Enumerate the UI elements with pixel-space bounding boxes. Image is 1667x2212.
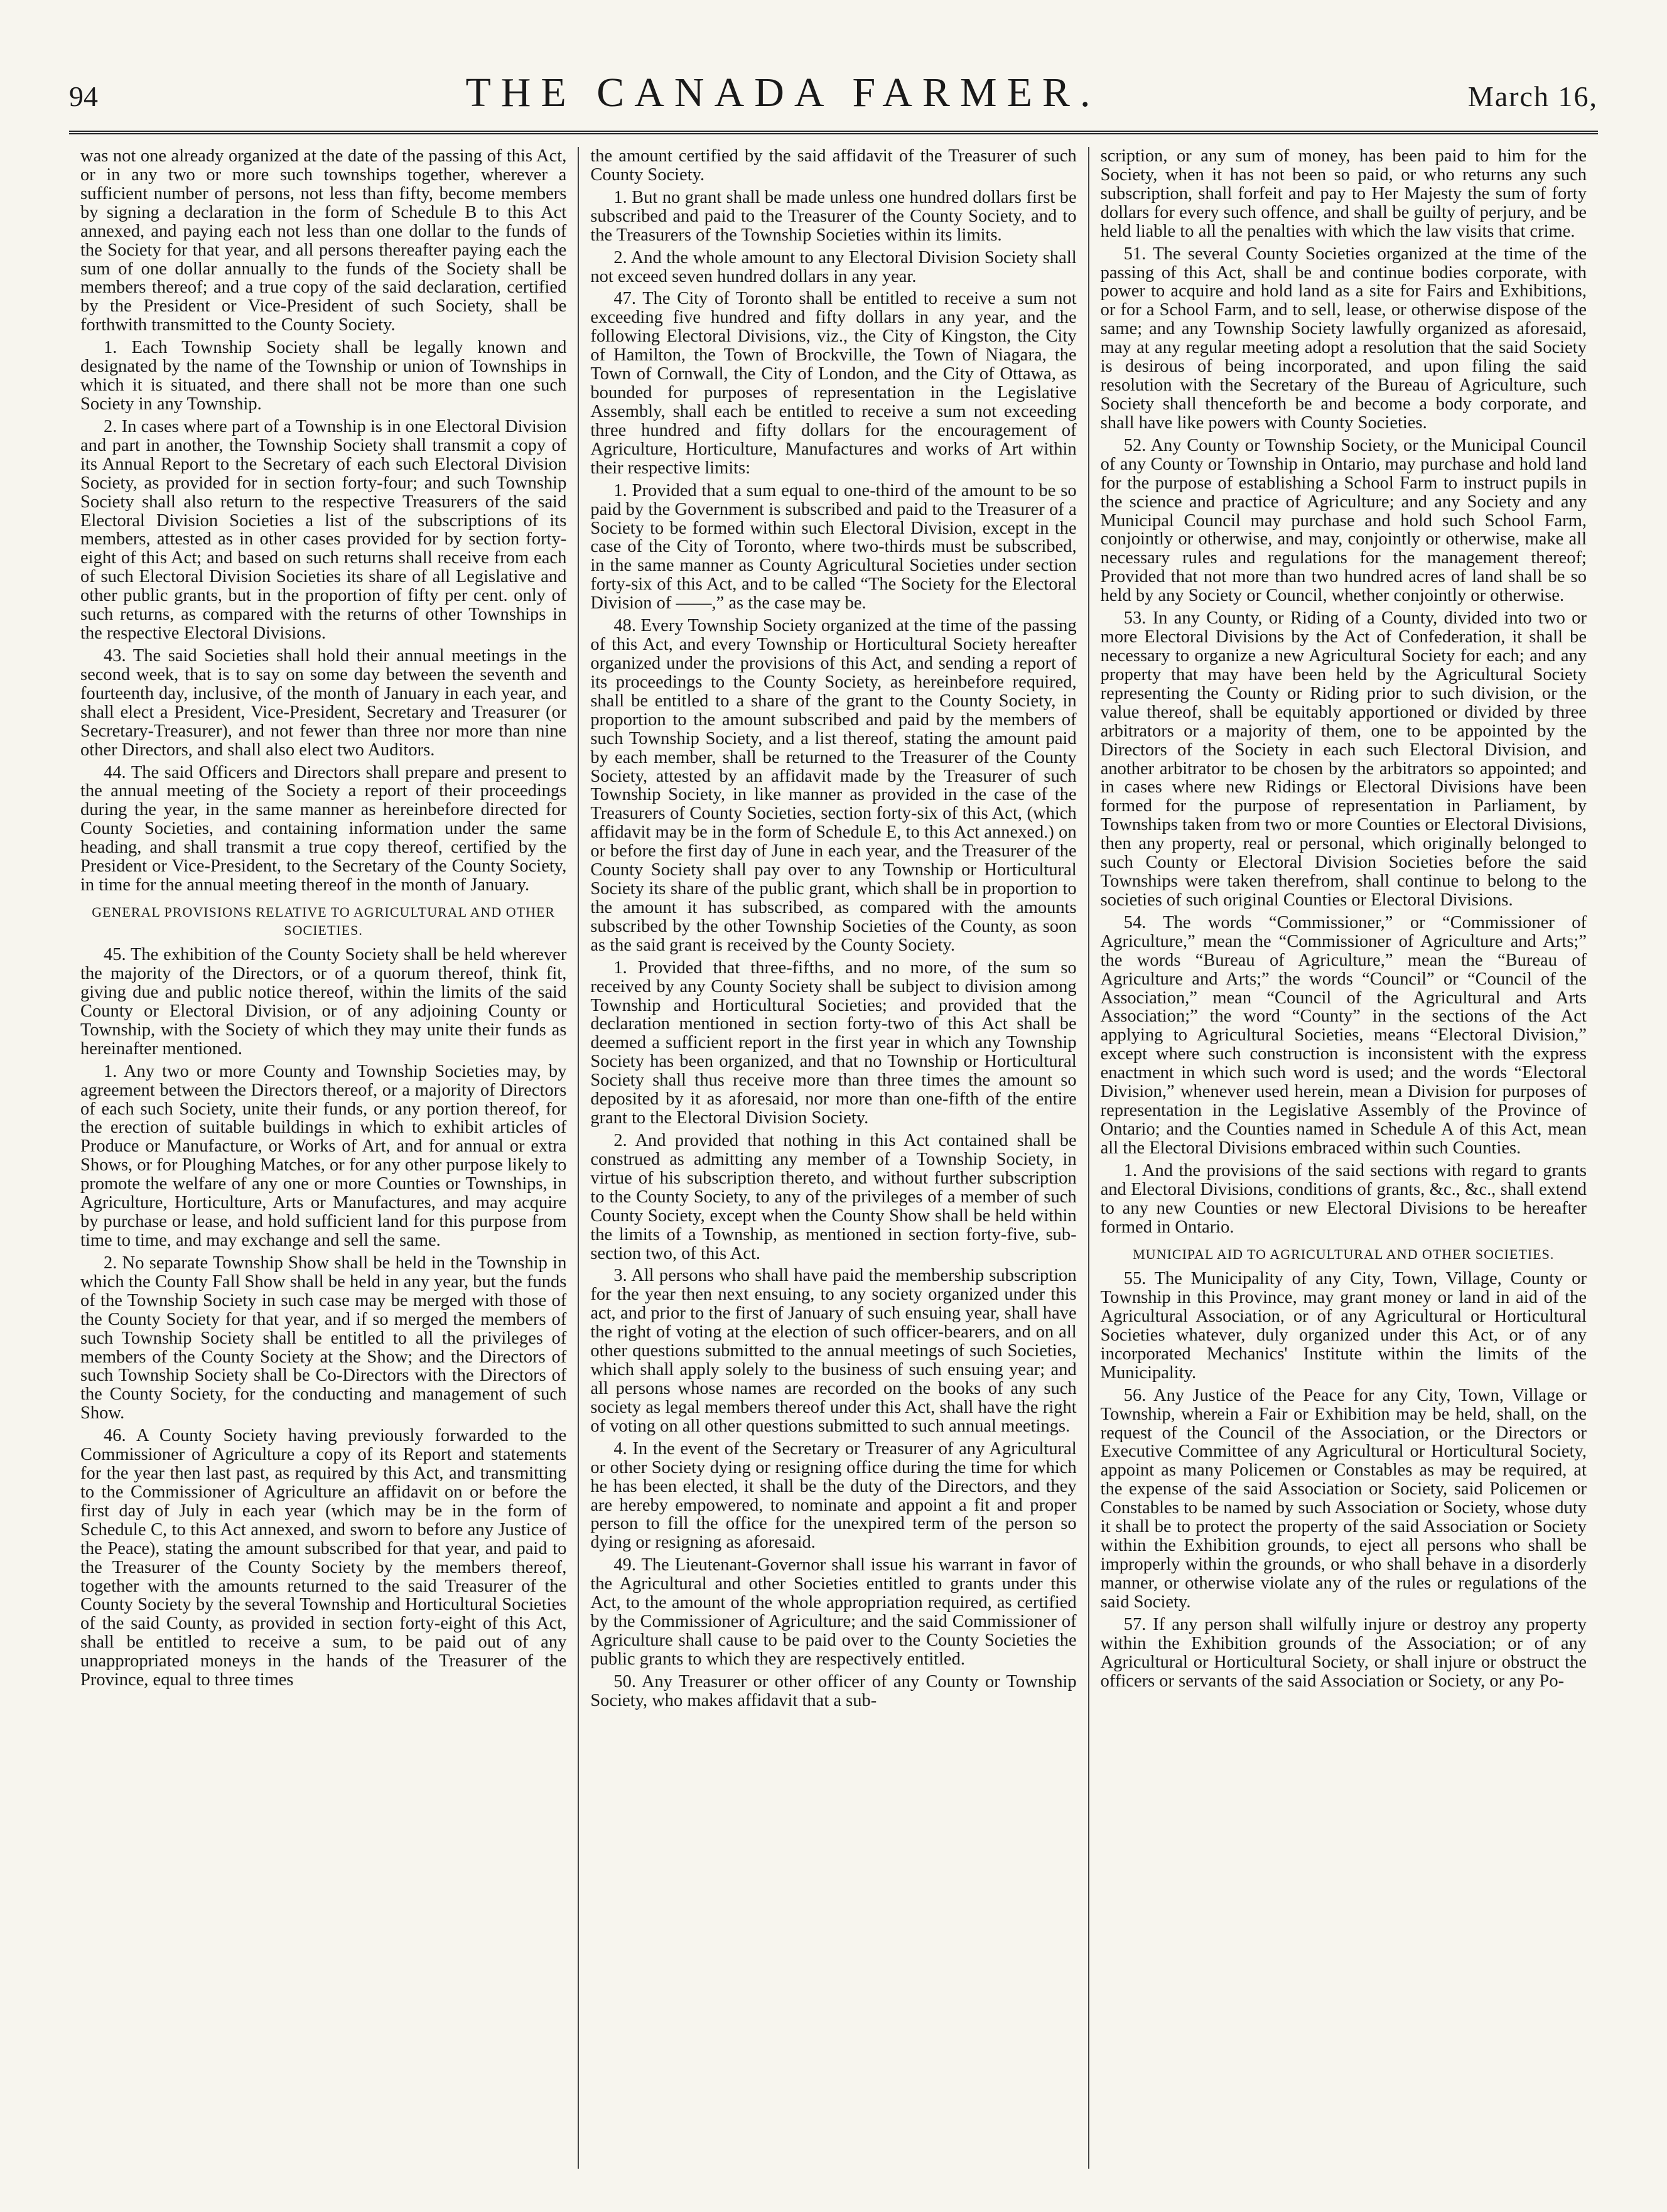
paragraph: 43. The said Societies shall hold their annual meetings in the second week, that is to say on some day between the seventh and fourteenth day, inclusive, of the month of January in each year, and shall elect a President, Vice-President, Secretary and Treasurer (or Secretary-Treasurer), and not fewer than three nor more than nine other Directors, and shall also elect two Auditors. [80, 645, 567, 760]
paragraph: 1. Provided that three-fifths, and no more, of the sum so received by any County Society shall be subject to division among Township and Horticultural Societies; and provided that the declaration mentioned in section forty-two of this Act shall be deemed a sufficient report in the first year in which any Township Society has been organized, and that no Township or Horticultural Society shall thus receive more than three times the amount so deposited by it as aforesaid, nor more than one-fifth of the entire grant to the Electoral Division Society. [590, 958, 1077, 1128]
section-heading: GENERAL PROVISIONS RELATIVE TO AGRICULTURAL AND OTHER SOCIETIES. [92, 904, 556, 938]
issue-date: March 16, [1467, 80, 1598, 112]
column-1 [69, 147, 578, 2169]
paragraph: 53. In any County, or Riding of a County, divided into two or more Electoral Divisions by the Act of Confederation, it shall be necessary to organize a new Agricultural Society for each; and any property that may have been held by the Agricultural Society representing the County or Riding prior to such division, or the value thereof, shall be equitably apportioned or divided by three arbitrators or a majority of them, one to be appointed by the Directors of the Society in each such Electoral Division, and another arbitrator to be chosen by the arbitrators so appointed; and in cases where new Ridings or Electoral Divisions have been formed for the purpose of representation in Parliament, by Townships taken from two or more Counties or Electoral Divisions, then any property, real or personal, which originally belonged to such County or Electoral Division Societies before the said Townships were taken therefrom, shall continue to belong to the societies of such original Counties or Electoral Divisions. [1100, 608, 1587, 910]
paragraph: 2. And the whole amount to any Electoral Division Society shall not exceed seven hundred dollars in any year. [590, 247, 1077, 286]
paragraph: 50. Any Treasurer or other officer of any County or Township Society, who makes affidavit that a sub- [590, 1671, 1077, 1710]
paragraph: 3. All persons who shall have paid the membership subscription for the year then next ensuing, to any society organized under this act, and prior to the first of January of such ensuing year, shall have the right of voting at the election of such officer-bearers, and on all other questions submitted to the annual meetings of such Societies, which shall apply solely to the business of such ensuing year; and all persons whose names are recorded on the books of any such society as legal members thereof under this Act, shall have the right of voting on all other questions submitted to such annual meetings. [590, 1266, 1077, 1436]
journal-title: THE CANADA FARMER. [465, 70, 1101, 116]
header-rule [69, 131, 1598, 134]
paragraph: 1. And the provisions of the said sections with regard to grants and Electoral Divisions, conditions of grants, &c., &c., shall extend to any new Counties or new Electoral Divisions to be hereafter formed in Ontario. [1100, 1160, 1587, 1237]
paragraph: 57. If any person shall wilfully injure or destroy any property within the Exhibition grounds of the Association; or of any Agricultural or Horticultural Society, or shall injure or obstruct the officers or servants of the said Association or Society, or any Po- [1100, 1614, 1587, 1691]
paragraph: was not one already organized at the date of the passing of this Act, or in any two or more such townships together, wherever a sufficient number of persons, not less than fifty, become members by signing a declaration in the form of Schedule B to this Act annexed, and paying each not less than one dollar to the funds of the Society for that year, and all persons thereafter paying each the sum of one dollar annually to the funds of the Society shall be members thereof; and a true copy of the said declaration, certified by the President or Vice-President of such Society, shall be forthwith transmitted to the County Society. [80, 147, 567, 335]
masthead [69, 69, 1598, 127]
column-3 [1088, 147, 1598, 2169]
paragraph: 54. The words “Commissioner,” or “Commissioner of Agriculture,” mean the “Commissioner of Agriculture and Arts;” the words “Bureau of Agriculture,” mean the “Bureau of Agriculture and Arts;” the words “Council” or “Council of the Association,” mean “Council of the Agricultural and Arts Association;” the word “County” in the sections of the Act applying to Agricultural Societies, means “Electoral Division,” except where such construction is inconsistent with the express enactment in which such word is used; and the words “Electoral Division,” whenever used herein, mean a Division for purposes of representation in the Legislative Assembly of the Province of Ontario; and the Counties named in Schedule A of this Act, mean all the Electoral Divisions embraced within such Counties. [1100, 912, 1587, 1158]
paragraph: 46. A County Society having previously forwarded to the Commissioner of Agriculture a copy of its Report and statements for the year then last past, as required by this Act, and transmitting to the Commissioner of Agriculture an affidavit on or before the first day of July in each year (which may be in the form of Schedule C, to this Act annexed, and sworn to before any Justice of the Peace), stating the amount subscribed for that year, and paid to the Treasurer of the County Society by the members thereof, together with the amounts returned to the said Treasurer of the County Society by the several Township and Horticultural Societies of the said County, as provided in section forty-eight of this Act, shall be entitled to receive a sum, to be paid out of any unappropriated moneys in the hands of the Treasurer of the Province, equal to three times [80, 1426, 567, 1690]
paragraph: 44. The said Officers and Directors shall prepare and present to the annual meeting of the Society a report of their proceedings during the year, in the same manner as hereinbefore directed for County Societies, and containing information under the same heading, and shall transmit a true copy thereof, certified by the President or Vice-President, to the Secretary of the County Society, in time for the annual meeting thereof in the month of January. [80, 762, 567, 895]
paragraph: 1. Any two or more County and Township Societies may, by agreement between the Directors thereof, or a majority of Directors of each such Society, unite their funds, or any portion thereof, for the erection of suitable buildings in which to exhibit articles of Produce or Manufacture, or Works of Art, and for annual or extra Shows, or for Ploughing Matches, or for any other purpose likely to promote the welfare of any one or more Counties or Townships, in Agriculture, Horticulture, Arts or Manufactures, and may acquire by purchase or lease, and hold sufficient land for this purpose from time to time, and may exchange and sell the same. [80, 1061, 567, 1250]
paragraph: 51. The several County Societies organized at the time of the passing of this Act, shall be and continue bodies corporate, with power to acquire and hold land as a site for Fairs and Exhibitions, or for a School Farm, and to sell, lease, or otherwise dispose of the same; and any Township Society lawfully organized as aforesaid, may at any regular meeting adopt a resolution that the said Society is desirous of being incorporated, and upon filing the said resolution with the Secretary of the Bureau of Agriculture, such Society shall thenceforth be and become a body corporate, and shall have like powers with County Societies. [1100, 244, 1587, 433]
paragraph: 1. But no grant shall be made unless one hundred dollars first be subscribed and paid to the Treasurer of the County Society, and to the Treasurers of the Township Societies within its limits. [590, 187, 1077, 245]
paragraph: 55. The Municipality of any City, Town, Village, County or Township in this Province, may grant money or land in aid of the Agricultural Association, or of any Agricultural or Horticultural Societies whatever, duly organized under this Act, or of any incorporated Mechanics' Institute within the limits of the Municipality. [1100, 1269, 1587, 1383]
column-2 [578, 147, 1087, 2169]
paragraph: 52. Any County or Township Society, or the Municipal Council of any County or Township in Ontario, may purchase and hold land for the purpose of establishing a School Farm to instruct pupils in the science and practice of Agriculture; and any Society and any Municipal Council may purchase and hold such School Farm, conjointly or otherwise, and may, conjointly or otherwise, make all necessary rules and regulations for the management thereof; Provided that not more than two hundred acres of land shall be so held by any Society or Council, whether conjointly or otherwise. [1100, 435, 1587, 606]
paragraph: 49. The Lieutenant-Governor shall issue his warrant in favor of the Agricultural and other Societies entitled to grants under this Act, to the amount of the whole appropriation required, as certified by the Commissioner of Agriculture; and the said Commissioner of Agriculture shall cause to be paid over to the County Societies the public grants to which they are respectively entitled. [590, 1555, 1077, 1669]
paragraph: scription, or any sum of money, has been paid to him for the Society, when it has not been so paid, or who returns any such subscription, shall forfeit and pay to Her Majesty the sum of forty dollars for every such offence, and shall be guilty of perjury, and be held liable to all the penalties with which the law visits that crime. [1100, 147, 1587, 241]
paragraph: 45. The exhibition of the County Society shall be held wherever the majority of the Directors, or of a quorum thereof, think fit, giving due and public notice thereof, within the limits of the said County or Electoral Division, or of any adjoining County or Township, with the Society of which they may unite their funds as hereinafter mentioned. [80, 945, 567, 1059]
paragraph: 47. The City of Toronto shall be entitled to receive a sum not exceeding five hundred and fifty dollars in any year, and the following Electoral Divisions, viz., the City of Kingston, the City of Hamilton, the Town of Brockville, the Town of Niagara, the Town of Cornwall, the City of London, and the City of Ottawa, as bounded for purposes of representation in the Legislative Assembly, shall each be entitled to receive a sum not exceeding three hundred and fifty dollars for the encouragement of Agriculture, Horticulture, Manufactures and works of Art within their respective limits: [590, 289, 1077, 478]
paragraph: 56. Any Justice of the Peace for any City, Town, Village or Township, wherein a Fair or Exhibition may be held, shall, on the request of the Council of the Association, or the Directors or Executive Committee of any Agricultural or Horticultural Society, appoint as many Policemen or Constables as may be required, at the expense of the said Association or Society, said Policemen or Constables to be named by such Association or Society, whose duty it shall be to protect the property of the said Association or Society within the Exhibition grounds, to eject all persons who shall be improperly within the grounds, or who shall behave in a disorderly manner, or otherwise violate any of the rules or regulations of the said Society. [1100, 1385, 1587, 1612]
page-number: 94 [69, 80, 98, 112]
paragraph: 2. No separate Township Show shall be held in the Township in which the County Fall Show shall be held in any year, but the funds of the Township Society in such case may be merged with those of the County Society for that year, and if so merged the members of such Township Society shall be entitled to all the privileges of members of the County Society at the Show; and the Directors of such Township Society shall be Co-Directors with the Directors of the County Society, for the conducting and management of such Show. [80, 1253, 567, 1423]
text-columns [69, 147, 1598, 2169]
paragraph: 4. In the event of the Secretary or Treasurer of any Agricultural or other Society dying or resigning office during the time for which he has been elected, it shall be the duty of the Directors, and they are hereby empowered, to nominate and appoint a fit and proper person to fill the office for the unexpired term of the person so dying or resigning as aforesaid. [590, 1438, 1077, 1553]
paragraph: 2. And provided that nothing in this Act contained shall be construed as admitting any member of a Township Society, in virtue of his subscription thereto, and without further subscription to the County Society, to any of the privileges of a member of such County Society, except when the County Show shall be held within the limits of a Township, as mentioned in section forty-five, sub-section two, of this Act. [590, 1131, 1077, 1263]
paragraph: 2. In cases where part of a Township is in one Electoral Division and part in another, the Township Society shall transmit a copy of its Annual Report to the Secretary of each such Electoral Division Society, as provided for in section forty-four; and such Township Society shall also return to the respective Treasurers of the said Electoral Division Societies a list of the subscriptions of its members, attested as in other cases provided for by section forty-eight of this Act; and based on such returns shall receive from each of such Electoral Division Societies its share of all Legislative and other public grants, but in the proportion of fifty per cent. only of such returns, as compared with the returns of other Townships in the respective Electoral Divisions. [80, 416, 567, 644]
paragraph: 48. Every Township Society organized at the time of the passing of this Act, and every Township or Horticultural Society hereafter organized under the provisions of this Act, and sending a report of its proceedings to the County Society, as hereinbefore required, shall be entitled to a share of the grant to the County Society, in proportion to the amount subscribed and paid by the members of such Township Society, and a list thereof, stating the amount paid by each member, shall be returned to the Treasurer of the County Society, attested by an affidavit made by the Treasurer of such Township Society, in like manner as provided in the case of the Treasurers of County Societies, section forty-six of this Act, (which affidavit may be in the form of Schedule E, to this Act annexed.) on or before the first day of June in each year, and the Treasurer of the County Society shall pay over to any Township or Horticultural Society its share of the public grant, which shall be in proportion to the amount it has subscribed, as compared with the amounts subscribed by the other Township Societies of the County, as soon as the said grant is received by the County Society. [590, 616, 1077, 955]
paragraph: the amount certified by the said affidavit of the Treasurer of such County Society. [590, 147, 1077, 185]
paragraph: 1. Provided that a sum equal to one-third of the amount to be so paid by the Government is subscribed and paid to the Treasurer of a Society to be formed within such Electoral Division, except in the case of the City of Toronto, where two-thirds must be subscribed, in the same manner as County Agricultural Societies under section forty-six of this Act, and to be called “The Society for the Electoral Division of ——,” as the case may be. [590, 480, 1077, 613]
paragraph: 1. Each Township Society shall be legally known and designated by the name of the Township or union of Townships in which it is situated, and there shall not be more than one such Society in any Township. [80, 338, 567, 414]
section-heading: MUNICIPAL AID TO AGRICULTURAL AND OTHER SOCIETIES. [1133, 1246, 1555, 1262]
